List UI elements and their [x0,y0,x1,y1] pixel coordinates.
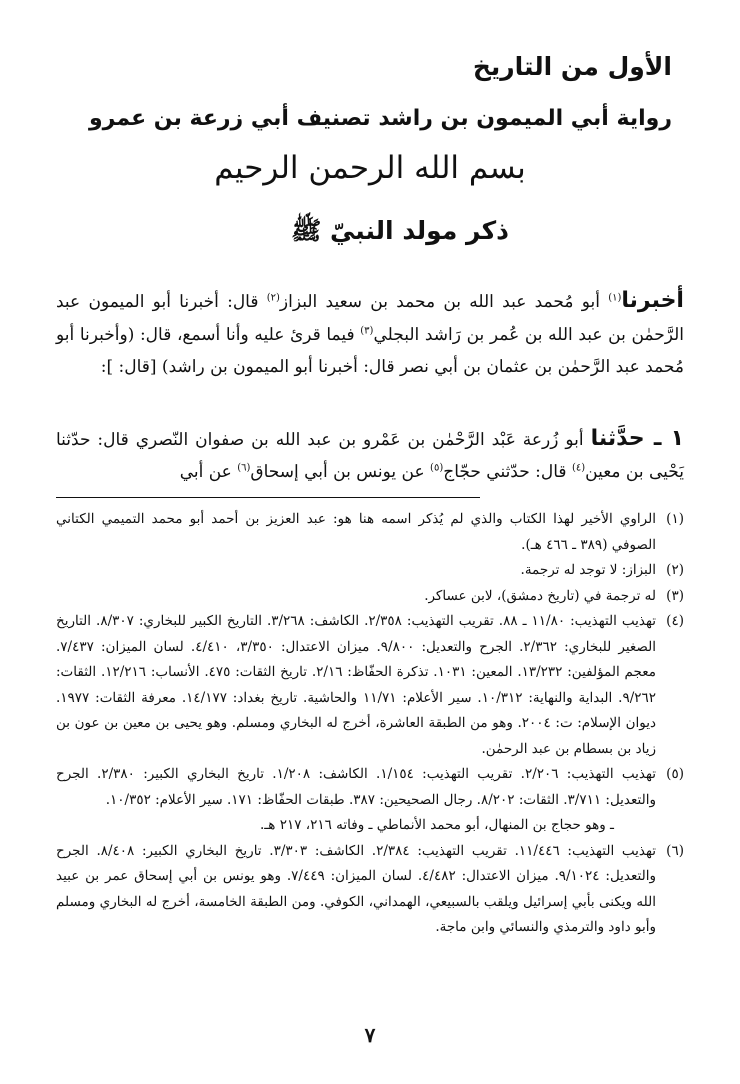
footnote-number: (٤) [666,613,684,629]
footnote-4 [56,609,684,762]
footnote-6 [56,839,684,941]
hadith-number: ١ ـ [644,426,684,451]
footnote-ref-6[interactable]: (٦) [237,462,251,474]
footnote-ref-3[interactable]: (٣) [360,324,374,336]
footnote-5 [56,762,684,813]
footnote-text: له ترجمة في (تاريخ دمشق)، لابن عساكر. [424,587,656,604]
hadith-paragraph [56,423,684,488]
footnote-number: (٦) [666,842,684,859]
page-number: ٧ [364,1023,376,1047]
intro-text-2: قال: أخبرنا أبو الميمون عبد الرَّحمٰن بن عبد الله بن عُمر بن رَاشد البجلي [56,292,684,345]
intro-text-3: فيما قرئ عليه وأنا أسمع، قال: (وأخبرنا أبو مُحمد عبد الرَّحمٰن بن عثمان بن أبي نصر قال: أخبرنا أبو الميمون بن راشد) [قال: ]: [56,324,684,377]
footnote-3 [56,584,684,610]
intro-paragraph [56,285,684,384]
footnote-ref-4[interactable]: (٤) [571,462,586,474]
footnote-number: (٢) [666,562,684,578]
footnote-2 [56,558,684,584]
intro-lead: أخبرنا [621,288,684,313]
footnote-text: البزاز: لا توجد له ترجمة. [520,562,656,578]
hadith-text-2: قال: حدّثني حجّاج [443,462,572,482]
footnote-number: (٣) [666,587,684,604]
footnote-5-extra: ـ وهو حجاج بن المنهال، أبو محمد الأنماطي ـ وفاته ٢١٦، ٢١٧ هـ. [260,817,614,833]
footnote-number: (٥) [666,766,684,782]
page-subtitle: رواية أبي الميمون بن راشد تصنيف أبي زرعة بن عمرو [89,106,672,131]
footnote-ref-1[interactable]: (١) [608,292,622,304]
footnote-separator [56,497,480,498]
footnote-ref-2[interactable]: (٢) [266,292,280,304]
footnote-text: تهذيب التهذيب: ٢/٢٠٦. تقريب التهذيب: ١/١٥٤. الكاشف: ١/٢٠٨. تاريخ البخاري الكبير: ٢/٣٨٠. الجرح والتعديل: ٣/٧١١. الثقات: ٨/٢٠٢. رجال الصحيحين: ٣٨٧. طبقات الحفّاظ: ١٧١. سير الأعلام: ١٠/٣٥٢. [56,766,656,808]
hadith-text-3: عن يونس بن أبي إسحاق [250,462,431,482]
footnotes [56,507,684,941]
footnote-text: تهذيب التهذيب: ١١/٤٤٦. تقريب التهذيب: ٢/٣٨٤. الكاشف: ٣/٣٠٣. تاريخ البخاري الكبير: ٨/٤٠٨. الجرح والتعديل: ٩/١٠٢٤. ميزان الاعتدال: ٤/٤٨٢. لسان الميزان: ٧/٤٤٩. وهو يونس بن أبي إسحاق عمر بن عبيد الله ويكنى بأبي إسرائيل ويلقب بالسبيعي، الهمداني، الكوفي. ومن الطبقة الخامسة، أخرج له البخاري ومسلم وأبو داود والترمذي والنسائي وابن ماجة. [56,842,656,935]
intro-text-1: أبو مُحمد عبد الله بن محمد بن سعيد البزاز [279,292,609,312]
hadith-text-1: أبو زُرعة عَبْد الرَّحْمٰن بن عَمْرو بن عبد الله بن صفوان النّصري قال: حدّثنا يَحْيى بن معين [56,430,684,482]
hadith-text-4: عن أبي [179,462,238,482]
footnote-text: تهذيب التهذيب: ١١/٨٠ ـ ٨٨. تقريب التهذيب: ٢/٣٥٨. الكاشف: ٣/٢٦٨. التاريخ الكبير للبخاري: ٨/٣٠٧. التاريخ الصغير للبخاري: ٢/٣٦٢. الجرح والتعديل: ٩/٨٠٠. ميزان الاعتدال: ٣/٣٥٠، ٤/٤١٠. لسان الميزان: ٧/٤٣٧. معجم المؤلفين: ١٣/٢٣٢. المعين: ١٠٣١. تذكرة الحفّاظ: ٢/١٦. تاريخ الثقات: ٤٧٥. الأنساب: ١٢/٢١٦. الثقات: ٩/٢٦٢. البداية والنهاية: ١٠/٣١٢. سير الأعلام: ١١/٧١ والحاشية. تاريخ بغداد: ١٤/١٧٧. معرفة الثقات: ١٩٧٧. ديوان الإسلام: ت: ٢٠٠٤. وهو من الطبقة العاشرة، أخرج له البخاري ومسلم. وهو يحيى بن معين بن عون بن زياد بن بسطام بن عبد الرحمٰن. [56,613,656,757]
hadith-lead: حدَّثنا [590,426,645,451]
footnote-ref-5[interactable]: (٥) [430,462,444,474]
footnote-number: (١) [666,511,684,527]
page-title: الأول من التاريخ [472,52,672,81]
footnote-text: الراوي الأخير لهذا الكتاب والذي لم يُذكر اسمه هنا هو: عبد العزيز بن أحمد أبو محمد التميمي الكتاني الصوفي (٣٨٩ ـ ٤٦٦ هـ). [56,511,656,553]
basmala: بسم الله الرحمن الرحيم [214,150,526,186]
section-heading: ذكر مولد النبيّ ﷺ [291,216,509,245]
footnote-1 [56,507,684,558]
